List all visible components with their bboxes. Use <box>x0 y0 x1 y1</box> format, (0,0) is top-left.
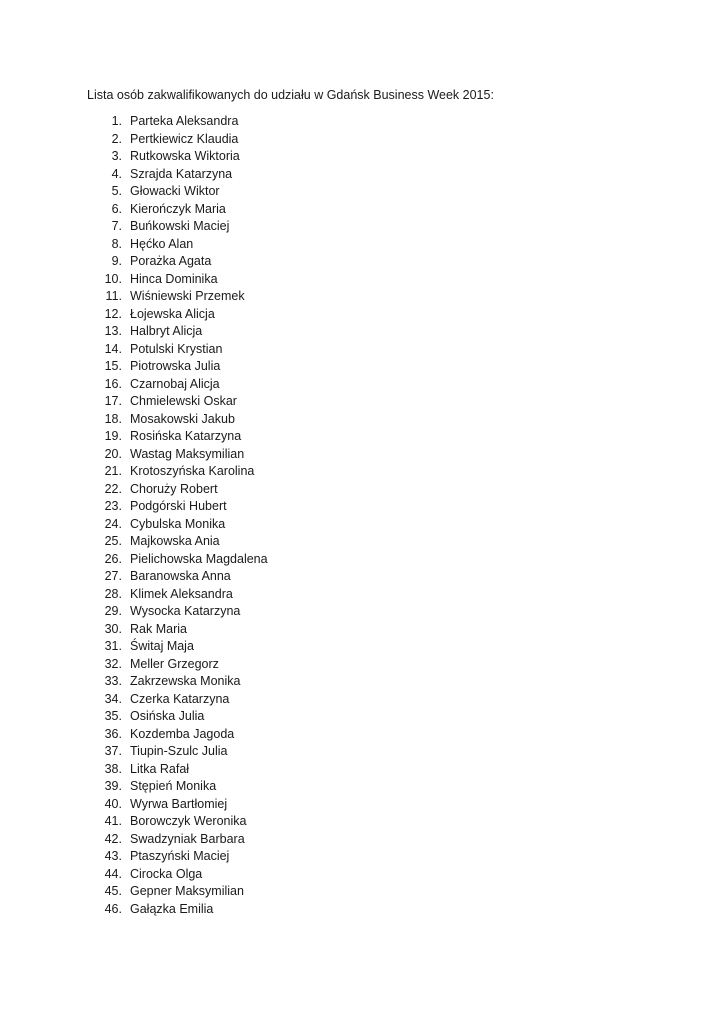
participant-name: Podgórski Hubert <box>130 499 227 513</box>
list-item-number: 1. <box>111 114 122 128</box>
participant-name: Meller Grzegorz <box>130 656 219 671</box>
participant-name: Wiśniewski Przemek <box>130 289 245 303</box>
document-heading: Lista osób zakwalifikowanych do udziału w Gdańsk Business Week 2015: <box>87 88 494 102</box>
list-item-number: 7. <box>111 219 122 233</box>
list-item-number: 24. <box>104 516 122 531</box>
list-item-number: 43. <box>104 849 122 863</box>
participant-name: Hinca Dominika <box>130 271 218 286</box>
list-item-number: 5. <box>111 184 122 198</box>
list-item-number: 9. <box>111 254 122 268</box>
list-item-number: 3. <box>111 149 122 163</box>
participant-name: Choruży Robert <box>130 481 218 496</box>
participant-name: Litka Rafał <box>130 761 190 776</box>
participant-name: Czerka Katarzyna <box>130 691 230 706</box>
participant-name: Rak Maria <box>130 621 187 636</box>
list-item-number: 10. <box>104 271 122 286</box>
participant-name: Szrajda Katarzyna <box>130 166 233 181</box>
participant-name: Krotoszyńska Karolina <box>130 464 255 478</box>
participant-name: Wysocka Katarzyna <box>130 604 241 618</box>
list-item-number: 32. <box>104 656 122 671</box>
list-item-number: 35. <box>104 709 122 723</box>
list-item-number: 36. <box>104 726 122 741</box>
list-item-number: 23. <box>104 499 122 513</box>
list-item-number: 20. <box>104 446 122 461</box>
participant-name: Głowacki Wiktor <box>130 184 220 198</box>
participant-name: Potulski Krystian <box>130 341 223 356</box>
participant-name: Świtaj Maja <box>130 639 194 653</box>
list-item-number: 41. <box>104 814 122 828</box>
participant-name: Chmielewski Oskar <box>130 394 237 408</box>
list-item-number: 4. <box>111 166 122 181</box>
participant-name: Tiupin-Szulc Julia <box>130 744 228 758</box>
list-item-number: 19. <box>104 429 122 443</box>
list-item-number: 30. <box>104 621 122 636</box>
list-item-number: 28. <box>104 586 122 601</box>
participant-name: Rosińska Katarzyna <box>130 429 242 443</box>
list-item-number: 22. <box>104 481 122 496</box>
participant-name: Piotrowska Julia <box>130 359 221 373</box>
participant-name: Majkowska Ania <box>130 534 220 548</box>
participant-name: Rutkowska Wiktoria <box>130 149 240 163</box>
list-item-number: 46. <box>104 901 122 916</box>
list-item-number: 17. <box>104 394 122 408</box>
list-item-number: 6. <box>111 201 122 216</box>
list-item-number: 16. <box>104 376 122 391</box>
participant-name: Wyrwa Bartłomiej <box>130 796 228 811</box>
list-item-number: 42. <box>104 831 122 846</box>
list-item-number: 11. <box>105 289 122 303</box>
list-item-number: 2. <box>111 131 122 146</box>
participant-name: Stępień Monika <box>130 779 217 793</box>
participant-name: Parteka Aleksandra <box>130 114 239 128</box>
participant-name: Halbryt Alicja <box>130 324 203 338</box>
participant-name: Gepner Maksymilian <box>130 884 244 898</box>
list-item-number: 40. <box>104 796 122 811</box>
participant-name: Kozdemba Jagoda <box>130 726 235 741</box>
list-item-number: 14. <box>104 341 122 356</box>
participant-name: Porażka Agata <box>130 254 212 268</box>
list-item-number: 39. <box>104 779 122 793</box>
list-item-number: 29. <box>104 604 122 618</box>
participant-name: Kierończyk Maria <box>130 201 226 216</box>
list-item-number: 45. <box>104 884 122 898</box>
participant-name: Klimek Aleksandra <box>130 586 233 601</box>
participant-name: Gałązka Emilia <box>130 901 214 916</box>
list-item-number: 13. <box>104 324 122 338</box>
participant-name: Osińska Julia <box>130 709 205 723</box>
list-item-number: 27. <box>104 569 122 583</box>
list-item-number: 44. <box>104 866 122 881</box>
participant-name: Baranowska Anna <box>130 569 231 583</box>
participant-name: Pertkiewicz Klaudia <box>130 131 239 146</box>
list-item-number: 38. <box>104 761 122 776</box>
participant-name: Wastag Maksymilian <box>130 446 245 461</box>
list-item-number: 12. <box>104 306 122 321</box>
list-item-number: 37. <box>104 744 122 758</box>
participant-name: Hęćko Alan <box>130 236 194 251</box>
participant-name: Łojewska Alicja <box>130 306 215 321</box>
list-item-number: 31. <box>104 639 122 653</box>
list-item-number: 15. <box>104 359 122 373</box>
list-item-number: 34. <box>104 691 122 706</box>
participant-name: Cirocka Olga <box>130 866 203 881</box>
list-item-number: 26. <box>104 551 122 566</box>
list-item-number: 18. <box>104 411 122 426</box>
participant-name: Cybulska Monika <box>130 516 226 531</box>
participant-name: Czarnobaj Alicja <box>130 376 220 391</box>
list-item-number: 21. <box>104 464 122 478</box>
list-item-number: 25. <box>104 534 122 548</box>
participant-name: Buńkowski Maciej <box>130 219 230 233</box>
list-item-number: 8. <box>111 236 122 251</box>
participant-name: Swadzyniak Barbara <box>130 831 245 846</box>
participant-name: Mosakowski Jakub <box>130 411 235 426</box>
list-item-number: 33. <box>104 674 122 688</box>
participant-name: Ptaszyński Maciej <box>130 849 230 863</box>
participant-name: Borowczyk Weronika <box>130 814 247 828</box>
participant-name: Pielichowska Magdalena <box>130 551 268 566</box>
participant-name: Zakrzewska Monika <box>130 674 241 688</box>
